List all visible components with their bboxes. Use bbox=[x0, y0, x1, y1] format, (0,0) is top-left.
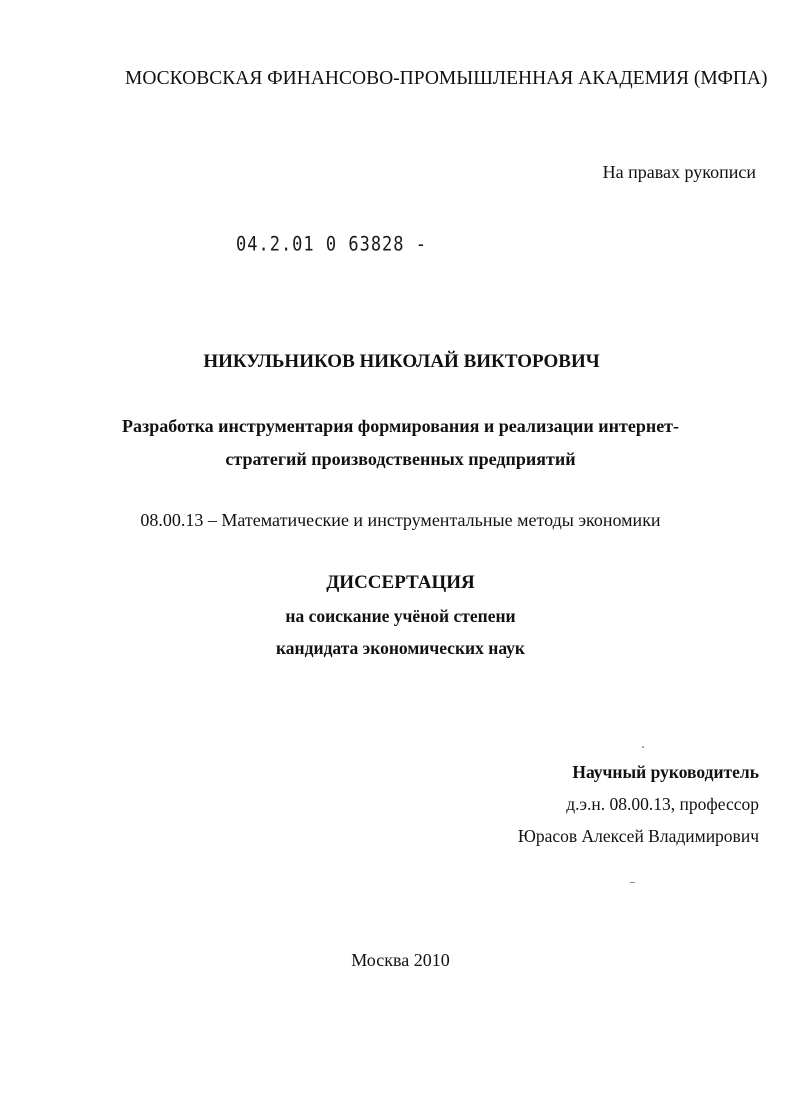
work-type-heading: ДИССЕРТАЦИЯ bbox=[326, 572, 475, 593]
rights-note: На правах рукописи bbox=[602, 162, 756, 182]
supervisor-name: Юрасов Алексей Владимирович bbox=[517, 826, 759, 846]
thesis-title-line-1: Разработка инструментария формирования и реализации интернет- bbox=[121, 416, 680, 436]
supervisor-credentials: д.э.н. 08.00.13, профессор bbox=[566, 794, 759, 814]
author-name: НИКУЛЬНИКОВ НИКОЛАЙ ВИКТОРОВИЧ bbox=[203, 351, 600, 372]
supervisor-heading: Научный руководитель bbox=[572, 762, 759, 782]
supervisor-block bbox=[518, 762, 759, 858]
institution-name: МОСКОВСКАЯ ФИНАНСОВО-ПРОМЫШЛЕННАЯ АКАДЕМИЯ (МФПА) bbox=[125, 68, 768, 89]
scan-speck bbox=[630, 882, 635, 883]
registration-number-stamp: 04.2.01 0 63828 - bbox=[236, 233, 427, 256]
degree-line-2: кандидата экономических наук bbox=[275, 638, 526, 658]
city-year: Москва 2010 bbox=[351, 950, 450, 970]
scan-speck bbox=[642, 746, 644, 748]
degree-line-1: на соискание учёной степени bbox=[285, 606, 516, 626]
thesis-title-line-2: стратегий производственных предприятий bbox=[225, 449, 576, 469]
specialty-code: 08.00.13 – Математические и инструментальные методы экономики bbox=[140, 510, 661, 530]
